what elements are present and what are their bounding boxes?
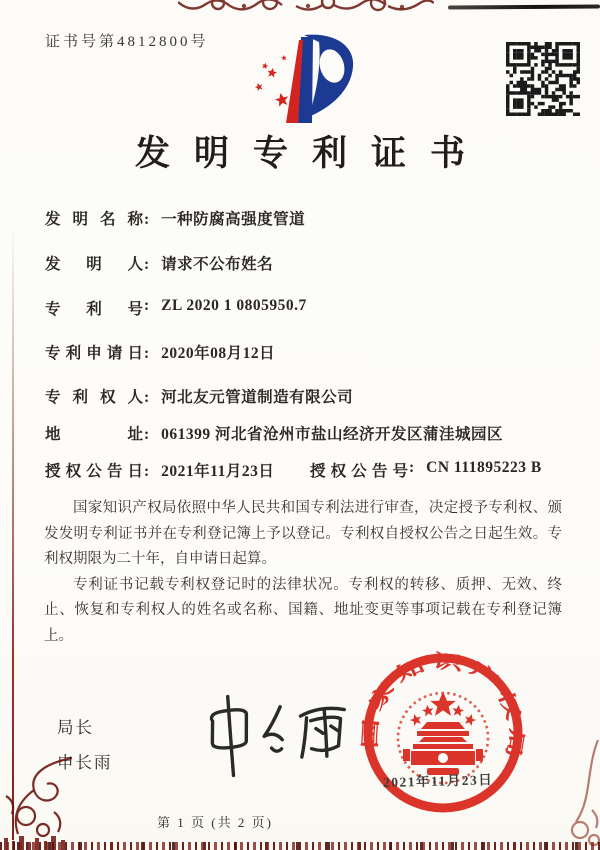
field-label: 授权公告日 [45,463,143,480]
official-seal [357,650,529,820]
field-row-patent-number [45,297,570,319]
field-row-patentee [45,385,570,407]
left-border-line [12,225,14,840]
field-value: ZL 2020 1 0805950.7 [161,297,307,314]
field-colon: : [144,426,150,443]
signatory-name: 申长雨 [57,753,113,772]
field-row-filing-date [45,341,570,363]
field-value: 河北友元管道制造有限公司 [161,389,354,406]
field-label: 发明名称 [45,211,143,228]
bottom-right-border-ornament-icon [554,740,600,850]
grant-number-pair [310,459,542,481]
cnipa-logo-icon [232,30,377,130]
field-colon: : [144,256,150,273]
field-value: 请求不公布姓名 [161,256,274,273]
field-row-inventor [45,252,570,274]
field-value: 061399 河北省沧州市盐山经济开发区蒲洼城园区 [161,426,504,443]
field-colon: : [144,345,150,362]
field-colon: : [144,211,150,228]
field-label: 专利申请日 [45,345,143,362]
field-colon: : [144,297,150,314]
field-value: 2021年11月23日 [161,463,275,480]
legal-paragraph-2: 专利证书记载专利权登记时的法律状况。专利权的转移、质押、无效、终止、恢复和专利权人的姓名或名称、国籍、地址变更等事项记载在专利登记簿上。 [44,576,562,644]
handwritten-signature-icon [183,683,364,781]
grant-date-pair [45,463,274,480]
field-label: 发明人 [45,256,143,273]
field-colon: : [144,463,150,480]
page-number: 第 1 页 (共 2 页) [157,815,273,830]
field-label: 专利号 [45,301,143,318]
field-label: 授权公告号 [310,463,408,480]
legal-paragraph-1: 国家知识产权局依照中华人民共和国专利法进行审查，决定授予专利权、颁发发明专利证书并在专利登记簿上予以登记。专利权自授权公告之日起生效。专利权期限为二十年，自申请日起算。 [44,500,562,567]
certificate-number: 证书号第4812800号 [45,34,209,50]
field-colon: : [144,389,150,406]
legal-text-block [44,496,562,649]
qr-code [506,42,580,116]
field-value: 一种防腐高强度管道 [161,211,306,228]
seal-agency-text: 国家知识产权局 [360,651,527,754]
field-row-grant-date-and-number [45,459,570,481]
field-colon: : [409,459,415,476]
certificate-title: 发明专利证书 [134,134,489,173]
field-row-address [45,422,570,444]
top-border-ornament-icon [178,0,434,16]
signatory-title: 局长 [57,718,94,737]
field-label: 地址 [45,426,143,443]
seal-date-stamp: 2021年11月23日 [382,772,494,791]
field-value: CN 111895223 B [426,459,542,476]
top-right-border-line [448,4,600,9]
bottom-border-stripe [0,842,600,850]
field-value: 2020年08月12日 [161,345,276,362]
field-label: 专利权人 [45,389,143,406]
field-row-invention-name [45,207,570,229]
bottom-left-border-ornament-icon [0,756,78,850]
